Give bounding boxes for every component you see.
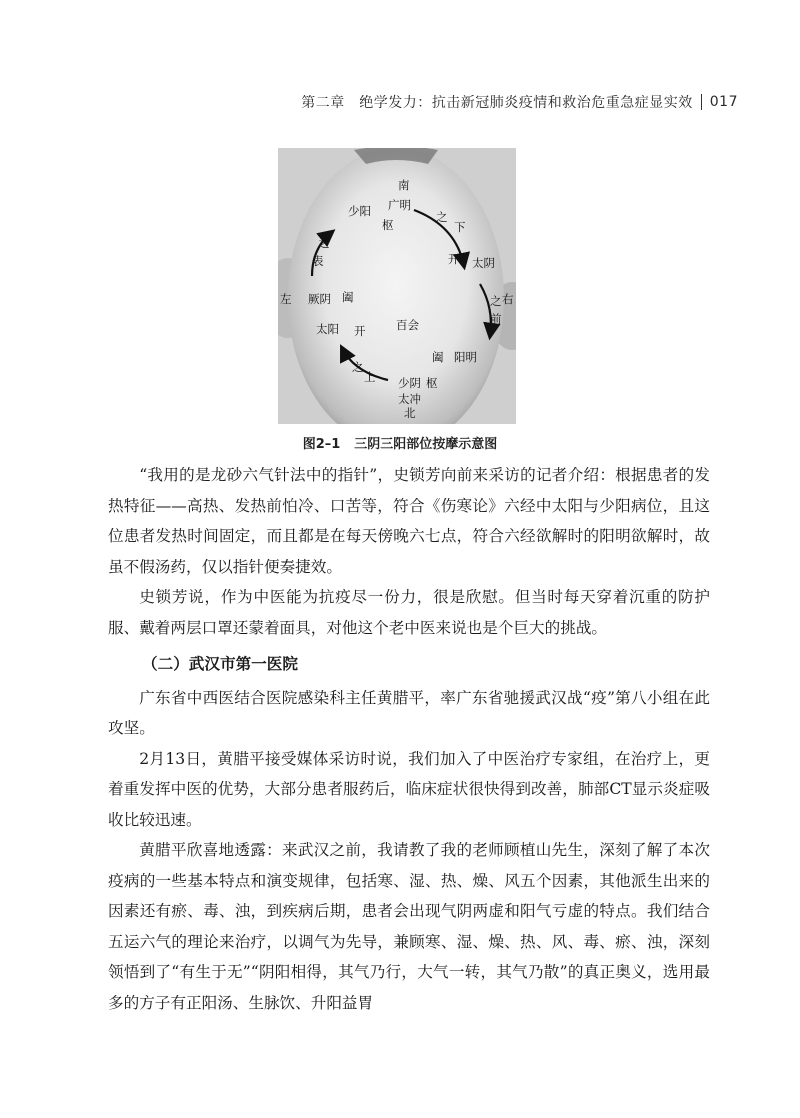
label-shaoyin: 少阴 — [398, 376, 421, 390]
head-illustration — [278, 148, 516, 424]
label-zhi-left: 之 — [318, 236, 330, 250]
label-taichong: 太冲 — [398, 392, 421, 406]
label-he-left: 阖 — [342, 290, 354, 304]
label-shu-bottom: 枢 — [426, 376, 438, 390]
caption-number: 图2–1 — [302, 437, 341, 452]
figure-caption — [0, 433, 800, 452]
label-jueyin: 厥阴 — [308, 292, 331, 306]
label-qian: 前 — [490, 312, 502, 326]
label-he-right: 阖 — [432, 350, 444, 364]
paragraph: 2月13日，黄腊平接受媒体采访时说，我们加入了中医治疗专家组，在治疗上，更着重发挥中医的优势，大部分患者服药后，临床症状很快得到改善，肺部CT显示炎症吸收比较迅速。 — [108, 749, 710, 829]
label-taiyin: 太阴 — [472, 256, 495, 270]
paragraph: “我用的是龙砂六气针法中的指针”，史锁芳向前来采访的记者介绍：根据患者的发热特征——高热、发热前怕冷、口苦等，符合《伤寒论》六经中太阳与少阳病位，且这位患者发热时间固定，而且都是在每天傍晚六七点，符合六经欲解时的阳明欲解时，故虽不假汤药，仅以指针便奏捷效。 — [108, 466, 710, 576]
label-kai-right: 开 — [448, 252, 460, 266]
caption-title: 三阴三阳部位按摩示意图 — [354, 437, 498, 452]
label-guangming: 广明 — [388, 198, 411, 212]
label-taiyang: 太阳 — [316, 322, 339, 336]
label-you: 右 — [502, 292, 514, 306]
chapter-title: 第二章 绝学发力：抗击新冠肺炎疫情和救治危重急症显实效 — [301, 95, 693, 111]
head-massage-figure — [278, 148, 516, 424]
label-kai-left: 开 — [354, 324, 366, 338]
label-zuo: 左 — [280, 292, 292, 306]
paragraph: 黄腊平欣喜地透露：来武汉之前，我请教了我的老师顾植山先生，深刻了解了本次疫病的一些基本特点和演变规律，包括寒、湿、热、燥、风五个因素，其他派生出来的因素还有瘀、毒、浊，到疾病后期，患者会出现气阴两虚和阳气亏虚的特点。我们结合五运六气的理论来治疗，以调气为先导，兼顾寒、湿、燥、热、风、毒、瘀、浊，深刻领悟到了“有生于无”“阴阳相得，其气乃行，大气一转，其气乃散”的真正奥义，选用最多的方子有正阳汤、生脉饮、升阳益胃 — [108, 841, 710, 1012]
running-header — [301, 92, 738, 112]
label-shang: 上 — [364, 370, 376, 384]
label-shu-top: 枢 — [382, 218, 394, 232]
article-body — [108, 460, 710, 1018]
label-xia: 下 — [454, 220, 466, 234]
label-south: 南 — [398, 178, 410, 192]
paragraph: 广东省中西医结合医院感染科主任黄腊平，率广东省驰援武汉战“疫”第八小组在此攻坚。 — [108, 688, 710, 737]
label-zhi-bottom: 之 — [352, 360, 364, 374]
section-heading: （二）武汉市第一医院 — [142, 655, 298, 673]
label-zhi-top-right: 之 — [436, 210, 448, 224]
page-number: 017 — [709, 94, 738, 110]
label-north: 北 — [404, 406, 416, 420]
paragraph: 史锁芳说，作为中医能为抗疫尽一份力，很是欣慰。但当时每天穿着沉重的防护服、戴着两层口罩还蒙着面具，对他这个老中医来说也是个巨大的挑战。 — [108, 588, 710, 637]
label-shaoyang: 少阳 — [348, 204, 371, 218]
label-biao: 表 — [312, 254, 324, 268]
label-zhi-right: 之 — [490, 294, 502, 308]
label-baihui: 百会 — [396, 318, 419, 332]
header-divider — [701, 94, 702, 110]
label-yangming: 阳明 — [454, 350, 477, 364]
